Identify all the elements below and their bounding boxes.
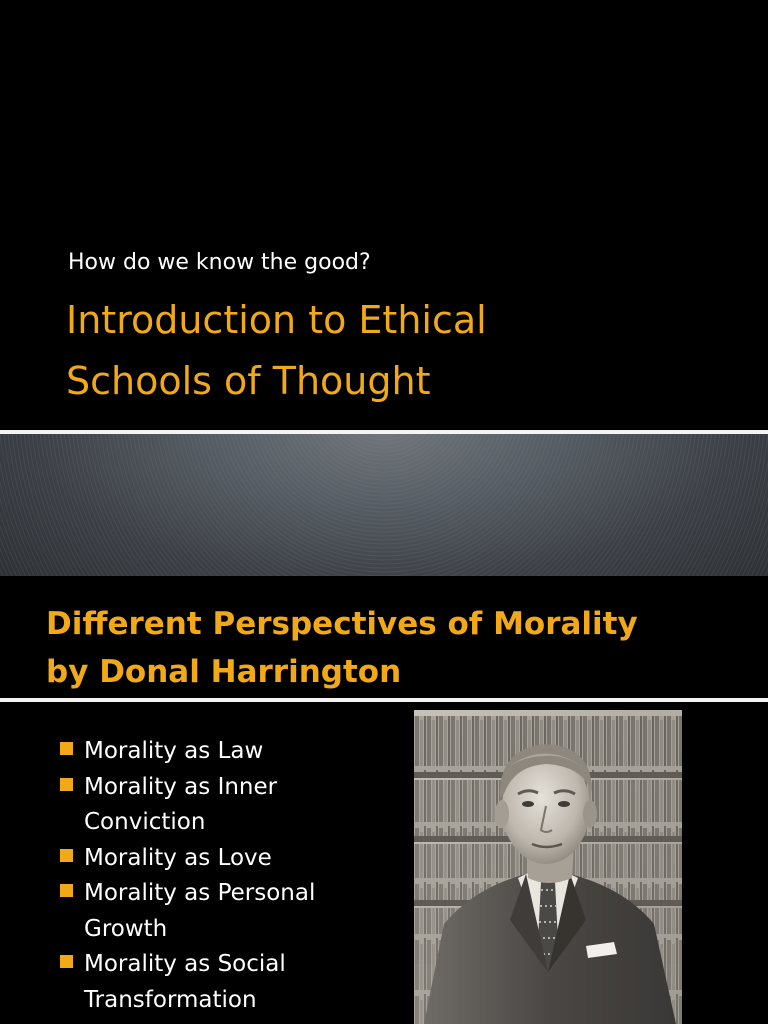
decorative-ring (0, 434, 768, 576)
decorative-ring (0, 434, 768, 576)
decorative-ring (0, 434, 768, 576)
decorative-ring (0, 434, 768, 576)
decorative-ring (0, 434, 768, 576)
decorative-ring (0, 434, 768, 576)
decorative-ring (0, 434, 768, 576)
decorative-ring (298, 434, 470, 480)
decorative-ring (0, 434, 768, 576)
decorative-ring (0, 434, 768, 576)
bullet-list (60, 734, 380, 1018)
decorative-ring (0, 434, 768, 576)
decorative-ring (0, 434, 768, 576)
decorative-ring (0, 434, 768, 576)
square-bullet-icon (60, 884, 73, 897)
decorative-ring (0, 434, 768, 576)
decorative-ring (0, 434, 768, 576)
decorative-ring (0, 434, 768, 576)
bullet-text-continuation: Conviction (84, 809, 206, 835)
decorative-ring (0, 434, 768, 576)
decorative-ring (0, 434, 768, 576)
decorative-ring (0, 434, 768, 576)
decorative-ring (0, 434, 768, 576)
slide-title-line-1: Introduction to Ethical (66, 298, 487, 342)
decorative-ring (0, 434, 768, 576)
decorative-ring (0, 434, 768, 576)
decorative-ring (0, 434, 768, 576)
decorative-ring (0, 434, 768, 576)
decorative-ring (0, 434, 768, 576)
decorative-ring (0, 434, 768, 576)
content-title-line-2: by Donal Harrington (46, 654, 402, 690)
decorative-ring (114, 434, 654, 576)
decorative-ring (162, 434, 606, 576)
decorative-ring (0, 434, 768, 576)
decorative-ring (0, 434, 768, 576)
decorative-ring (0, 434, 768, 576)
decorative-ring (0, 434, 768, 576)
decorative-ring (0, 434, 768, 576)
list-item (60, 841, 380, 877)
decorative-ring (0, 434, 768, 576)
decorative-ring (0, 434, 768, 576)
decorative-ring (0, 434, 768, 576)
decorative-ring (0, 434, 768, 576)
decorative-ring (0, 434, 768, 576)
decorative-ring (0, 434, 768, 576)
decorative-ring (0, 434, 768, 576)
decorative-ring (0, 434, 768, 576)
decorative-ring (0, 434, 768, 576)
content-title-line-1: Different Perspectives of Morality (46, 606, 638, 642)
decorative-ring (0, 434, 768, 576)
decorative-ring (0, 434, 768, 576)
decorative-ring (0, 434, 768, 576)
decorative-ring (0, 434, 768, 576)
decorative-ring (0, 434, 768, 576)
slide-subtitle: How do we know the good? (68, 250, 371, 275)
decorative-ring (0, 434, 768, 576)
decorative-ring (0, 434, 768, 576)
decorative-ring (0, 434, 768, 576)
decorative-ring (0, 434, 768, 576)
slide-title-line-2: Schools of Thought (66, 359, 431, 403)
decorative-ring (0, 434, 768, 576)
list-item (60, 876, 380, 947)
decorative-ring (0, 434, 768, 576)
decorative-ring (0, 434, 768, 576)
decorative-ring (0, 434, 768, 576)
decorative-ring (0, 434, 768, 576)
decorative-ring (0, 434, 768, 576)
bullet-text: Morality as Law (84, 738, 264, 764)
decorative-ring (0, 434, 768, 576)
decorative-ring (326, 434, 442, 452)
decorative-ring (98, 434, 670, 576)
decorative-ring (42, 434, 726, 576)
decorative-ring (154, 434, 614, 576)
decorative-ring (0, 434, 768, 576)
decorative-ring (0, 434, 768, 576)
bullet-text-continuation: Growth (84, 915, 168, 942)
bullet-text: Morality as Social (84, 951, 286, 977)
content-slide-title (46, 600, 638, 696)
decorative-ring (0, 434, 768, 576)
decorative-ring (0, 434, 768, 576)
decorative-ring (0, 434, 768, 576)
square-bullet-icon (60, 778, 73, 791)
decorative-ring (86, 434, 682, 576)
portrait-photo (414, 710, 682, 1024)
decorative-ring (94, 434, 674, 576)
decorative-ring (322, 434, 446, 456)
decorative-ring (0, 434, 768, 576)
decorative-ring (0, 434, 768, 576)
decorative-ring (286, 434, 482, 492)
decorative-ring (0, 434, 768, 576)
decorative-ring (0, 434, 768, 576)
decorative-ring (0, 434, 768, 576)
decorative-ring (0, 434, 768, 576)
decorative-ring (0, 434, 768, 576)
list-item (60, 947, 380, 1018)
decorative-ring (10, 434, 758, 576)
decorative-ring (246, 434, 522, 532)
decorative-ring (0, 434, 768, 576)
decorative-ring (0, 434, 768, 576)
decorative-ring (66, 434, 702, 576)
content-slide-divider (0, 698, 768, 702)
decorative-ring (258, 434, 510, 520)
decorative-ring (0, 434, 768, 576)
decorative-ring (0, 434, 768, 576)
decorative-ring (78, 434, 690, 576)
decorative-ring (106, 434, 662, 576)
decorative-ring (0, 434, 768, 576)
bullet-text: Morality as Love (84, 844, 272, 871)
bullet-text: Morality as Personal (84, 880, 316, 906)
decorative-ring-pattern (0, 434, 768, 576)
decorative-ring (0, 434, 768, 576)
decorative-ring (0, 434, 768, 576)
decorative-ring (0, 434, 768, 576)
content-slide (0, 576, 768, 1024)
decorative-ring (0, 434, 768, 576)
decorative-ring (138, 434, 630, 576)
portrait-illustration (414, 710, 682, 1024)
decorative-ring (0, 434, 768, 576)
decorative-ring (142, 434, 626, 576)
decorative-ring (0, 434, 768, 576)
decorative-ring (0, 434, 768, 576)
decorative-ring (0, 434, 768, 576)
decorative-ring (0, 434, 768, 576)
decorative-ring (0, 434, 768, 576)
bullet-text-continuation: Transformation (84, 986, 257, 1013)
decorative-ring (0, 434, 768, 576)
decorative-ring (0, 434, 768, 576)
decorative-ring (202, 434, 566, 576)
decorative-ring (0, 434, 768, 576)
bullet-text: Morality as Inner (84, 773, 278, 800)
decorative-ring (0, 434, 768, 576)
list-item (60, 734, 380, 770)
decorative-ring (0, 434, 768, 576)
decorative-ring (0, 434, 768, 576)
decorative-ring (0, 434, 768, 576)
decorative-ring (30, 434, 738, 576)
decorative-ring (0, 434, 768, 576)
decorative-ring (0, 434, 768, 576)
decorative-ring (0, 434, 768, 576)
decorative-ring (0, 434, 768, 576)
decorative-ring (0, 434, 768, 576)
decorative-ring (0, 434, 768, 576)
decorative-ring (34, 434, 734, 576)
decorative-ring (0, 434, 768, 576)
decorative-ring (0, 434, 768, 576)
decorative-ring (0, 434, 768, 576)
square-bullet-icon (60, 955, 73, 968)
decorative-ring (0, 434, 768, 576)
decorative-ring (0, 434, 768, 576)
decorative-ring (282, 434, 486, 496)
decorative-ring (0, 434, 768, 576)
decorative-ring (0, 434, 768, 576)
decorative-ring (0, 434, 768, 576)
list-item (60, 770, 380, 841)
square-bullet-icon (60, 742, 73, 755)
decorative-ring (0, 434, 768, 576)
decorative-ring (0, 434, 768, 576)
title-slide-gradient-panel (0, 434, 768, 576)
decorative-ring (0, 434, 768, 576)
decorative-ring (0, 434, 768, 576)
decorative-ring (0, 434, 768, 576)
decorative-ring (0, 434, 768, 576)
decorative-ring (0, 434, 768, 576)
decorative-ring (0, 434, 768, 576)
decorative-ring (0, 434, 768, 576)
decorative-ring (54, 434, 714, 576)
decorative-ring (0, 434, 768, 576)
decorative-ring (0, 434, 768, 576)
decorative-ring (0, 434, 768, 576)
decorative-ring (0, 434, 768, 576)
decorative-ring (0, 434, 768, 576)
decorative-ring (0, 434, 768, 576)
slide-title (66, 290, 487, 412)
decorative-ring (0, 434, 768, 576)
decorative-ring (22, 434, 746, 576)
decorative-ring (0, 434, 768, 576)
decorative-ring (0, 434, 768, 576)
decorative-ring (0, 434, 768, 576)
decorative-ring (0, 434, 768, 576)
decorative-ring (0, 434, 768, 576)
decorative-ring (0, 434, 768, 576)
decorative-ring (0, 434, 768, 576)
decorative-ring (0, 434, 768, 576)
square-bullet-icon (60, 849, 73, 862)
decorative-ring (0, 434, 768, 576)
decorative-ring (0, 434, 768, 576)
decorative-ring (198, 434, 570, 576)
